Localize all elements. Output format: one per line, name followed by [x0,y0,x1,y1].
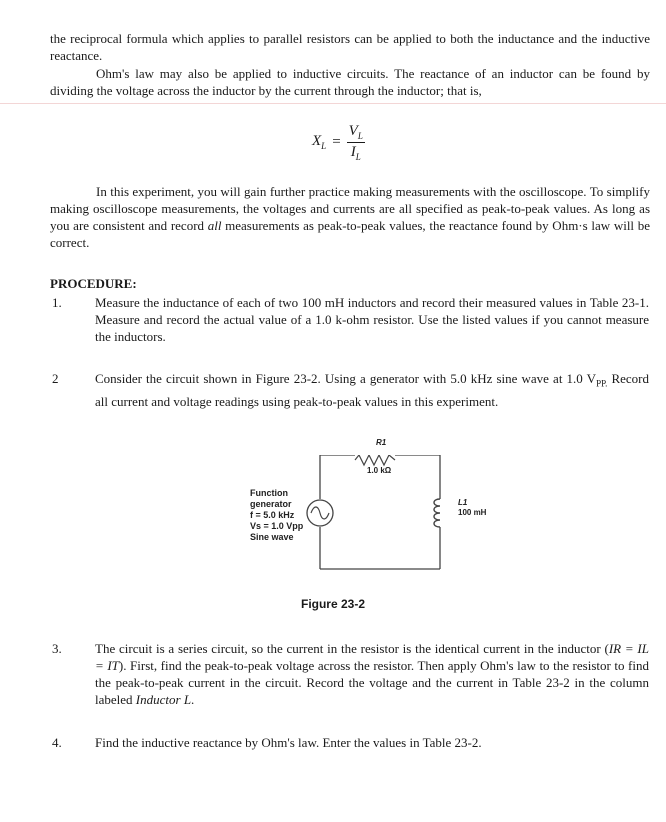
step-4-number: 4. [52,735,62,750]
formula-equals: = [332,133,341,150]
formula-denominator: $I_L$ [350,143,361,162]
resistor-symbol [355,455,395,465]
resistor-name: R1 [376,438,387,447]
generator-line-1: Function [250,488,288,498]
resistor-value: 1.0 kΩ [367,466,392,475]
step-1-number: 1. [52,295,62,310]
intro-paragraph-2: Ohm's law may also be applied to inductive circuits. The reactance of an inductor can be found by dividing the voltage across the inductor by the current through the inductor; that is, [50,66,650,98]
step-1-text: Measure the inductance of each of two 100 mH inductors and record their measured values in Table 23-1. Measure and record the actual value of a 1.0 k-ohm resistor. Use the listed values if you cannot measure the inductors. [95,295,649,344]
generator-line-2: generator [250,499,292,509]
procedure-heading: PROCEDURE: [50,276,137,291]
inductor-value: 100 mH [458,508,487,517]
formula-lhs: $X_L$ [312,133,327,151]
step-4-text: Find the inductive reactance by Ohm's law. Enter the values in Table 23-2. [95,735,482,750]
inductor-name: L1 [458,498,468,507]
page-divider [0,103,666,104]
experiment-paragraph: In this experiment, you will gain further practice making measurements with the oscilloscope. To simplify making oscilloscope measurements, the voltages and currents are all specified as peak-to-peak values. As long as you are consistent and record all measurements as peak-to-peak values, the reactance found by Ohm·s law will be correct. [50,184,650,250]
step-2-number: 2 [52,371,59,386]
formula-numerator: $V_L$ [348,122,363,141]
generator-label [250,488,303,543]
intro-paragraph-1: the reciprocal formula which applies to parallel resistors can be applied to both the inductance and the inductive reactance. [50,31,650,63]
generator-line-5: Sine wave [250,532,294,542]
inductor-symbol [434,499,440,529]
generator-line-4: Vs = 1.0 Vpp [250,521,304,531]
generator-line-3: f = 5.0 kHz [250,510,295,520]
step-3-text: The circuit is a series circuit, so the current in the resistor is the identical current in the inductor (IR = IL = IT). First, find the peak-to-peak voltage across the resistor. Then apply Ohm's law to the resistor to find the peak-to-peak current in the circuit. Record the voltage and the current in Table 23-2 in the column labeled Inductor L. [95,641,649,707]
step-2-text: Consider the circuit shown in Figure 23-2. Using a generator with 5.0 kHz sine wave at 1.0 $V_{PP.}$ Record all current and voltage readings using peak-to-peak values in this experiment. [95,371,649,409]
figure-caption: Figure 23-2 [300,597,366,611]
reactance-formula [312,116,365,168]
formula-fraction [347,123,365,162]
step-3-number: 3. [52,641,62,656]
